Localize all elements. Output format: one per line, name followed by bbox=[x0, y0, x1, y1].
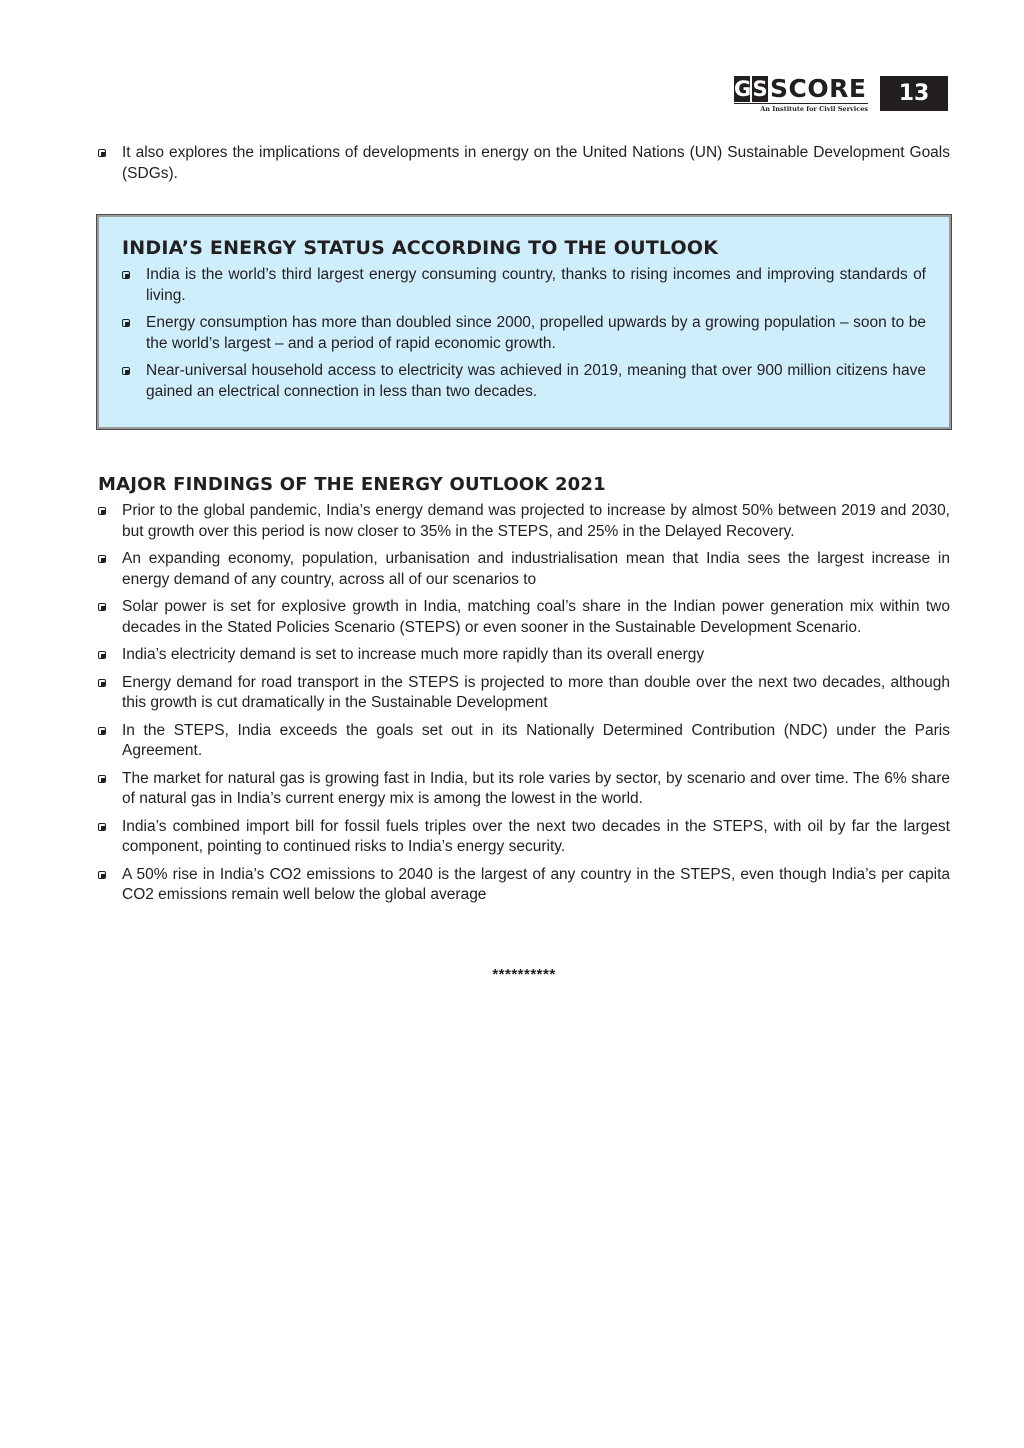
intro-list bbox=[98, 143, 950, 184]
list-item-text: Energy consumption has more than doubled since 2000, propelled upwards by a growing population – soon to be the world’s largest – and a period of rapid economic growth. bbox=[146, 314, 926, 352]
list-item bbox=[98, 769, 950, 810]
square-bullet-icon bbox=[98, 679, 106, 687]
list-item bbox=[98, 143, 950, 184]
square-bullet-icon bbox=[98, 651, 106, 659]
list-item-text: The market for natural gas is growing fast in India, but its role varies by sector, by scenario and over time. The 6% share of natural gas in India’s current energy mix is among the lowest in the world. bbox=[122, 769, 950, 807]
logo-letter-g: G bbox=[734, 77, 752, 101]
square-bullet-icon bbox=[98, 555, 106, 563]
square-bullet-icon bbox=[98, 603, 106, 611]
logo-gs-mark bbox=[734, 76, 770, 102]
square-bullet-icon bbox=[98, 775, 106, 783]
list-item bbox=[98, 673, 950, 714]
page-number: 13 bbox=[880, 76, 948, 111]
list-item bbox=[122, 361, 926, 402]
square-bullet-icon bbox=[98, 149, 106, 157]
list-item-text: Solar power is set for explosive growth in India, matching coal’s share in the Indian power generation mix within two decades in the Stated Policies Scenario (STEPS) or even sooner in the Sustainable Development Scenario. bbox=[122, 598, 950, 636]
list-item bbox=[98, 549, 950, 590]
findings-list bbox=[98, 501, 950, 906]
list-item-text: A 50% rise in India’s CO2 emissions to 2040 is the largest of any country in the STEPS, even though India’s per capita CO2 emissions remain well below the global average bbox=[122, 865, 950, 903]
list-item bbox=[98, 865, 950, 906]
page-header bbox=[734, 74, 930, 113]
list-item-text: Near-universal household access to electricity was achieved in 2019, meaning that over 900 million citizens have gained an electrical connection in less than two decades. bbox=[146, 362, 926, 400]
energy-status-box bbox=[96, 214, 952, 430]
logo-score-text: SCORE bbox=[770, 74, 867, 103]
list-item bbox=[122, 265, 926, 306]
list-item bbox=[122, 313, 926, 354]
square-bullet-icon bbox=[98, 823, 106, 831]
list-item-text: Prior to the global pandemic, India’s energy demand was projected to increase by almost 50% between 2019 and 2030, but growth over this period is now closer to 35% in the STEPS, and 25% in the Delayed Recovery. bbox=[122, 502, 950, 540]
list-item-text: India is the world’s third largest energy consuming country, thanks to rising incomes and improving standards of living. bbox=[146, 266, 926, 304]
section-title: MAJOR FINDINGS OF THE ENERGY OUTLOOK 2021 bbox=[98, 474, 606, 495]
list-item bbox=[98, 501, 950, 542]
box-title: INDIA’S ENERGY STATUS ACCORDING TO THE OUTLOOK bbox=[122, 237, 719, 259]
findings-section bbox=[98, 474, 950, 913]
end-marker: ********** bbox=[492, 966, 556, 983]
list-item bbox=[98, 645, 950, 666]
square-bullet-icon bbox=[122, 367, 130, 375]
list-item-text: India’s electricity demand is set to increase much more rapidly than its overall energy bbox=[122, 646, 705, 663]
status-list bbox=[122, 265, 926, 402]
list-item-text: It also explores the implications of developments in energy on the United Nations (UN) Sustainable Development Goals (SDGs). bbox=[122, 144, 950, 182]
intro-section bbox=[98, 143, 950, 191]
square-bullet-icon bbox=[122, 271, 130, 279]
square-bullet-icon bbox=[98, 507, 106, 515]
list-item-text: In the STEPS, India exceeds the goals set out in its Nationally Determined Contribution (NDC) under the Paris Agreement. bbox=[122, 721, 950, 759]
logo-letter-s: S bbox=[752, 77, 768, 101]
list-item-text: An expanding economy, population, urbanisation and industrialisation mean that India sees the largest increase in energy demand of any country, across all of our scenarios to bbox=[122, 550, 950, 588]
square-bullet-icon bbox=[122, 319, 130, 327]
gs-score-logo bbox=[734, 76, 870, 112]
square-bullet-icon bbox=[98, 871, 106, 879]
square-bullet-icon bbox=[98, 727, 106, 735]
list-item bbox=[98, 817, 950, 858]
list-item-text: Energy demand for road transport in the STEPS is projected to more than double over the next two decades, although this growth is cut dramatically in the Sustainable Development bbox=[122, 673, 950, 711]
logo-tagline: An Institute for Civil Services bbox=[734, 103, 868, 113]
list-item bbox=[98, 597, 950, 638]
list-item-text: India’s combined import bill for fossil fuels triples over the next two decades in the STEPS, with oil by far the largest component, pointing to continued risks to India’s energy security. bbox=[122, 817, 950, 855]
list-item bbox=[98, 721, 950, 762]
